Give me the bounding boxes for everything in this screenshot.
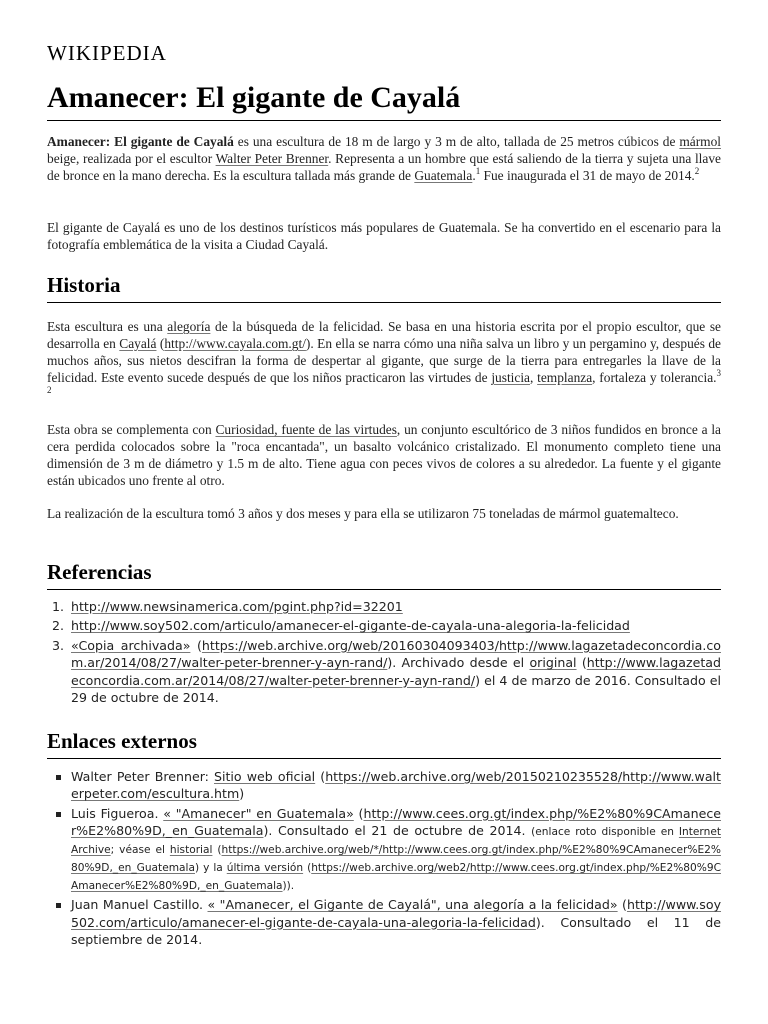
text: Juan Manuel Castillo. <box>71 897 208 913</box>
ref-3[interactable]: 3 <box>716 368 721 379</box>
text: ( <box>576 655 587 671</box>
text: beige, realizada por el escultor <box>47 151 216 167</box>
reference-link-copia-archivada[interactable]: «Copia archivada» <box>71 637 191 653</box>
link-templanza[interactable]: templanza <box>537 370 593 386</box>
text: ( <box>212 844 222 857</box>
text: ). Consultado el 11 de septiembre de 2014. <box>71 914 721 948</box>
link-alegoria[interactable]: alegoría <box>167 319 211 334</box>
text: es una escultura de 18 m de largo y 3 m de alto, tallada de 25 metros cúbicos de <box>233 134 680 149</box>
link-walter-peter-brenner[interactable]: Walter Peter Brenner <box>215 151 329 167</box>
section-heading-historia: Historia <box>47 272 721 303</box>
external-link-url[interactable]: http://www.cees.org.gt/index.php/%E2%80%9CAmanecer%E2%80%9D,_en_Guatemala <box>71 805 722 839</box>
link-curiosidad-fuente-de-las-virtudes[interactable]: Curiosidad, fuente de las virtudes <box>215 422 397 437</box>
text: ) y la <box>194 862 227 875</box>
list-item <box>47 598 721 615</box>
intro-paragraph <box>47 133 721 184</box>
wikipedia-logo[interactable]: WIKIPEDIA <box>47 41 167 65</box>
reference-number: 1. <box>52 599 65 614</box>
list-item <box>47 637 721 707</box>
bullet-icon <box>56 775 61 780</box>
text: ( <box>353 805 364 821</box>
text: , un conjunto escultórico de 3 niños fundidos en bronce a la cera perdida colocados sobre la "roca encantada", un basalto volcánico cristalizado. El monumento completo tiene una dimensión de 3 m de diámetro y 1.5 m de alto. Tiene agua con peces vivos de colores a su alrededor. La fuente y el gigante están ubicados uno frente al otro. <box>47 422 721 489</box>
reference-link-original[interactable]: original <box>529 655 577 671</box>
section-heading-referencias: Referencias <box>47 559 721 590</box>
link-ultima-version-url[interactable]: https://web.archive.org/web2/http://www.cees.org.gt/index.php/%E2%80%9CAmanecer%E2%80%9D,_en_Guatemala <box>71 862 721 893</box>
article-subject: Amanecer: El gigante de Cayalá <box>47 134 234 149</box>
text: ). Consultado el 21 de octubre de 2014. <box>263 823 532 839</box>
link-guatemala[interactable]: Guatemala <box>414 168 473 184</box>
section-heading-enlaces-externos: Enlaces externos <box>47 728 721 759</box>
list-item <box>47 617 721 634</box>
text: ( <box>617 897 627 913</box>
text: Walter Peter Brenner: <box>71 769 214 784</box>
text: ( <box>156 336 165 352</box>
link-marmol[interactable]: mármol <box>679 134 721 149</box>
link-internet-archive[interactable]: Internet Archive <box>71 826 721 857</box>
external-link-sitio-web-oficial[interactable]: Sitio web oficial <box>214 769 316 784</box>
external-link-amanecer-en-guatemala[interactable]: « "Amanecer" en Guatemala» <box>163 805 354 821</box>
historia-paragraph-3: La realización de la escultura tomó 3 años y dos meses y para ella se utilizaron 75 toneladas de mármol guatemalteco. <box>47 506 679 521</box>
text: Luis Figueroa. <box>71 805 164 821</box>
text: , fortaleza y tolerancia. <box>592 370 717 386</box>
text: ( <box>303 862 312 875</box>
text: ( <box>190 637 202 653</box>
reference-link-original-url[interactable]: http://www.lagazetadeconcordia.com.ar/2014/08/27/walter-peter-brenner-y-ayn-rand/ <box>71 655 722 688</box>
text: de la búsqueda de la felicidad. Se basa en una historia escrita por el propio escultor, que se desarrolla en <box>47 319 721 352</box>
reference-link-archive-url[interactable]: https://web.archive.org/web/20160304093403/http://www.lagazetadeconcordia.com.ar/2014/08/27/walter-peter-brenner-y-ayn-rand/ <box>71 637 721 671</box>
list-item <box>47 805 721 894</box>
ref-2[interactable]: 2 <box>47 385 52 396</box>
ref-2[interactable]: 2 <box>694 166 700 177</box>
reference-link[interactable]: http://www.newsinamerica.com/pgint.php?id=32201 <box>71 599 403 614</box>
historia-paragraph-2 <box>47 421 721 489</box>
list-item <box>47 896 721 948</box>
link-ultima-version[interactable]: última versión <box>226 862 304 875</box>
external-links-list <box>47 768 721 950</box>
reference-number: 2. <box>52 618 65 634</box>
external-link-url[interactable]: https://web.archive.org/web/20150210235528/http://www.walterpeter.com/escultura.htm <box>71 769 721 802</box>
link-cayala[interactable]: Cayalá <box>119 336 157 352</box>
reference-number: 3. <box>52 637 65 653</box>
references-list <box>47 598 721 708</box>
text: ). En ella se narra cómo una niña salva un libro y un pergamino y, después de muchos años, sus nietos descifran la forma de despertar al gigante, que surge de la tierra para entregarles la llave de la felicidad. Este evento sucede después de que los niños practicaron las virtudes de <box>47 336 721 386</box>
text: , <box>530 370 538 386</box>
page-title: Amanecer: El gigante de Cayalá <box>47 80 721 121</box>
text: )). <box>282 880 295 893</box>
link-historial[interactable]: historial <box>169 844 213 857</box>
text: (enlace roto disponible en <box>531 826 679 839</box>
text: Esta escultura es una <box>47 319 168 334</box>
text: ( <box>315 769 326 784</box>
ref-1[interactable]: 1 <box>475 166 481 177</box>
list-item <box>47 768 721 803</box>
link-historial-url[interactable]: https://web.archive.org/web/*/http://www.cees.org.gt/index.php/%E2%80%9CAmanecer%E2%80%9D,_en_Guatemala <box>71 844 721 875</box>
external-link-url[interactable]: http://www.soy502.com/articulo/amanecer-el-gigante-de-cayala-una-alegoria-la-felicidad <box>71 897 722 930</box>
link-justicia[interactable]: justicia <box>491 370 531 386</box>
text: ; véase el <box>110 844 170 857</box>
bullet-icon <box>56 812 61 817</box>
text: ) el 4 de marzo de 2016. Consultado el 29 de octubre de 2014. <box>71 672 721 706</box>
text: . Representa a un hombre que está saliendo de la tierra y sujeta una llave de bronce en la mano derecha. Es la escultura tallada más grande de <box>47 151 721 184</box>
bullet-icon <box>56 903 61 908</box>
reference-link[interactable]: http://www.soy502.com/articulo/amanecer-el-gigante-de-cayala-una-alegoria-la-felicidad <box>71 618 630 634</box>
link-cayala-url[interactable]: http://www.cayala.com.gt/ <box>164 336 306 352</box>
text: Esta obra se complementa con <box>47 422 216 437</box>
text: Fue inaugurada el 31 de mayo de 2014. <box>480 168 695 184</box>
second-paragraph: El gigante de Cayalá es uno de los destinos turísticos más populares de Guatemala. Se ha convertido en el escenario para la fotografía emblemática de la visita a Ciudad Cayalá. <box>47 220 721 253</box>
historia-paragraph-1 <box>47 318 721 403</box>
text: . <box>472 168 476 184</box>
text: ) <box>239 786 245 802</box>
external-link-amanecer-gigante-cayala[interactable]: « "Amanecer, el Gigante de Cayalá", una alegoría a la felicidad» <box>207 897 618 913</box>
text: ). Archivado desde el <box>387 655 530 671</box>
